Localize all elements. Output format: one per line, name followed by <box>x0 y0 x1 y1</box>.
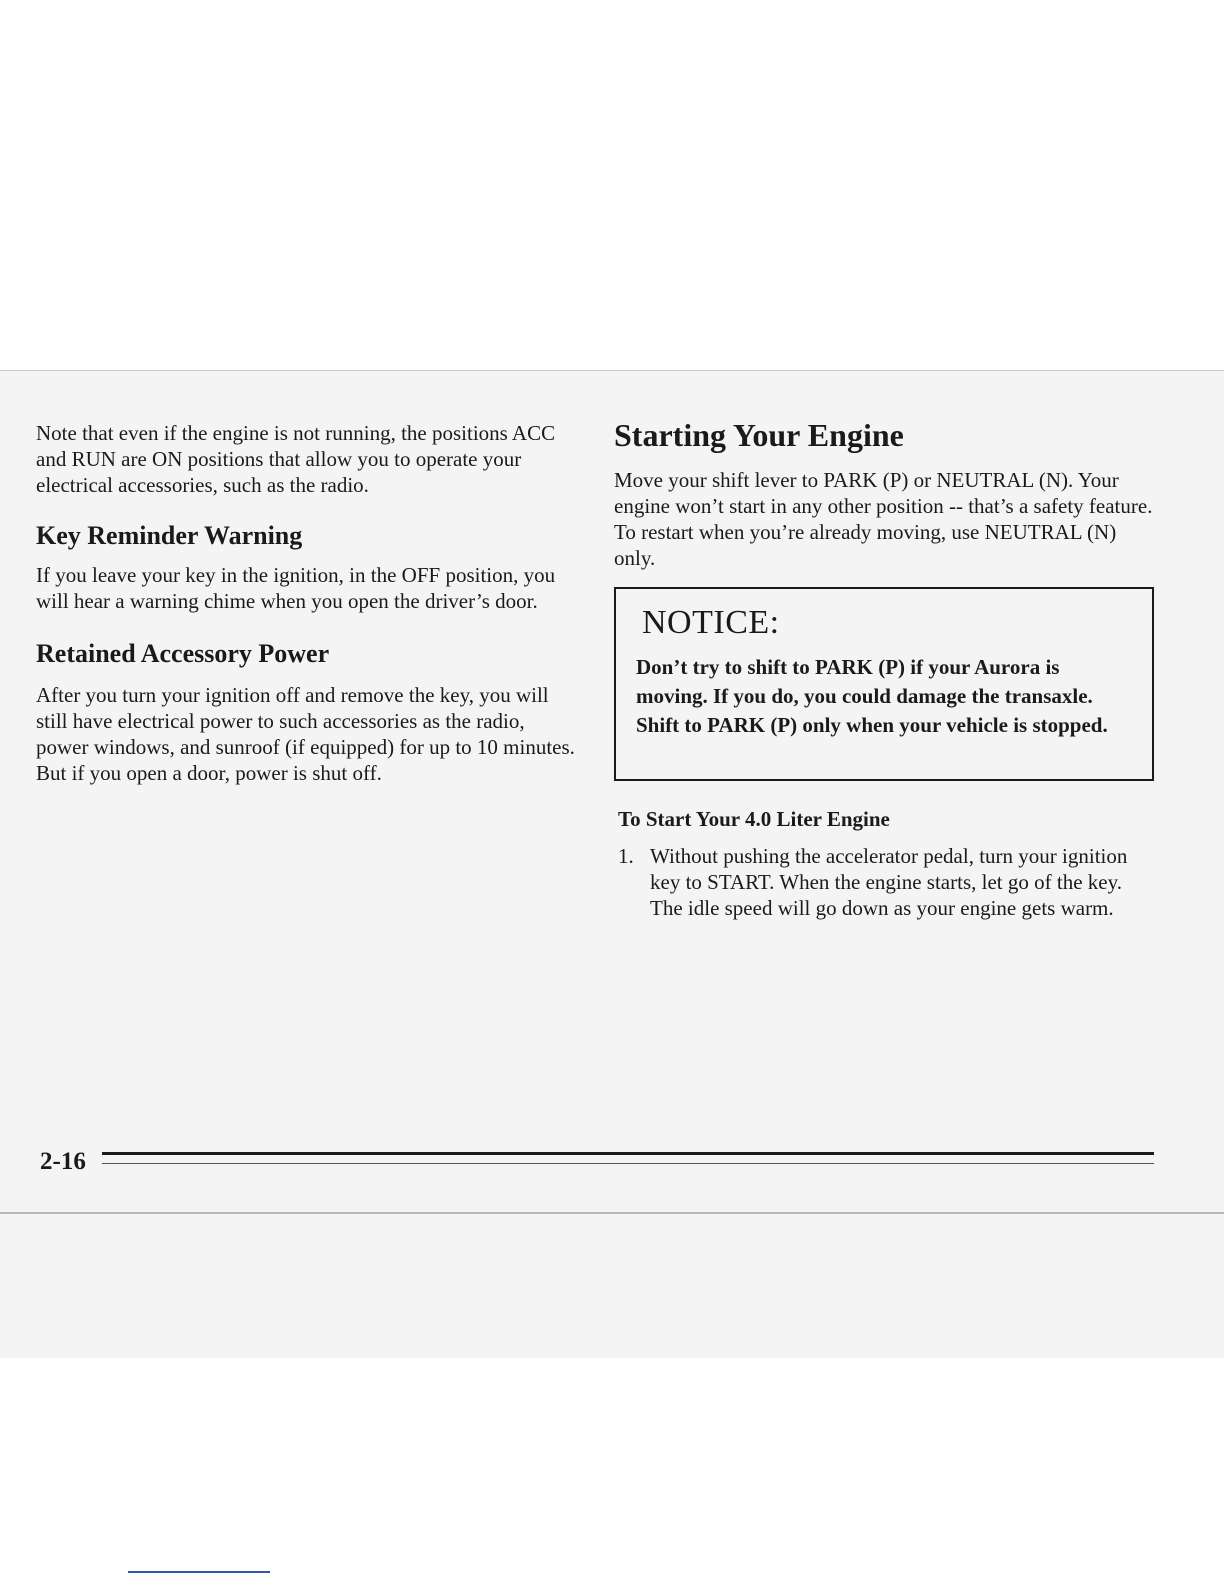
starting-engine-paragraph: Move your shift lever to PARK (P) or NEUTRAL (N). Your engine won’t start in any other position -- that’s a safety feature. To restart when you’re already moving, use NEUTRAL (N) only. <box>614 468 1153 570</box>
notice-text: Don’t try to shift to PARK (P) if your Aurora is moving. If you do, you could damage the transaxle. Shift to PARK (P) only when your vehicle is stopped. <box>636 655 1108 737</box>
page-bottom-edge <box>0 1212 1224 1214</box>
retained-power-paragraph: After you turn your ignition off and remove the key, you will still have electrical power to such accessories as the radio, power windows, and sunroof (if equipped) for up to 10 minutes. But if you open a door, power is shut off. <box>36 683 575 785</box>
key-reminder-heading: Key Reminder Warning <box>36 521 303 550</box>
footer-rule-thin <box>102 1163 1154 1164</box>
list-item <box>618 843 1138 921</box>
right-column <box>614 415 1159 571</box>
key-reminder-paragraph: If you leave your key in the ignition, in the OFF position, you will hear a warning chime when you open the driver’s door. <box>36 563 556 613</box>
notice-title: NOTICE: <box>642 604 780 641</box>
step-text: Without pushing the accelerator pedal, turn your ignition key to START. When the engine starts, let go of the key. The idle speed will go down as your engine gets warm. <box>650 844 1128 920</box>
step-number: 1. <box>618 844 634 868</box>
bottom-link-underline <box>128 1571 270 1573</box>
footer-rule-thick <box>102 1152 1154 1155</box>
notice-box <box>614 587 1154 781</box>
retained-power-heading: Retained Accessory Power <box>36 639 330 668</box>
starting-engine-heading: Starting Your Engine <box>614 417 904 453</box>
page-top-edge <box>0 370 1224 371</box>
left-column <box>36 420 581 786</box>
steps-heading: To Start Your 4.0 Liter Engine <box>618 807 890 831</box>
page-number: 2-16 <box>40 1148 86 1175</box>
intro-paragraph: Note that even if the engine is not running, the positions ACC and RUN are ON positions that allow you to operate your electrical accessories, such as the radio. <box>36 421 556 497</box>
